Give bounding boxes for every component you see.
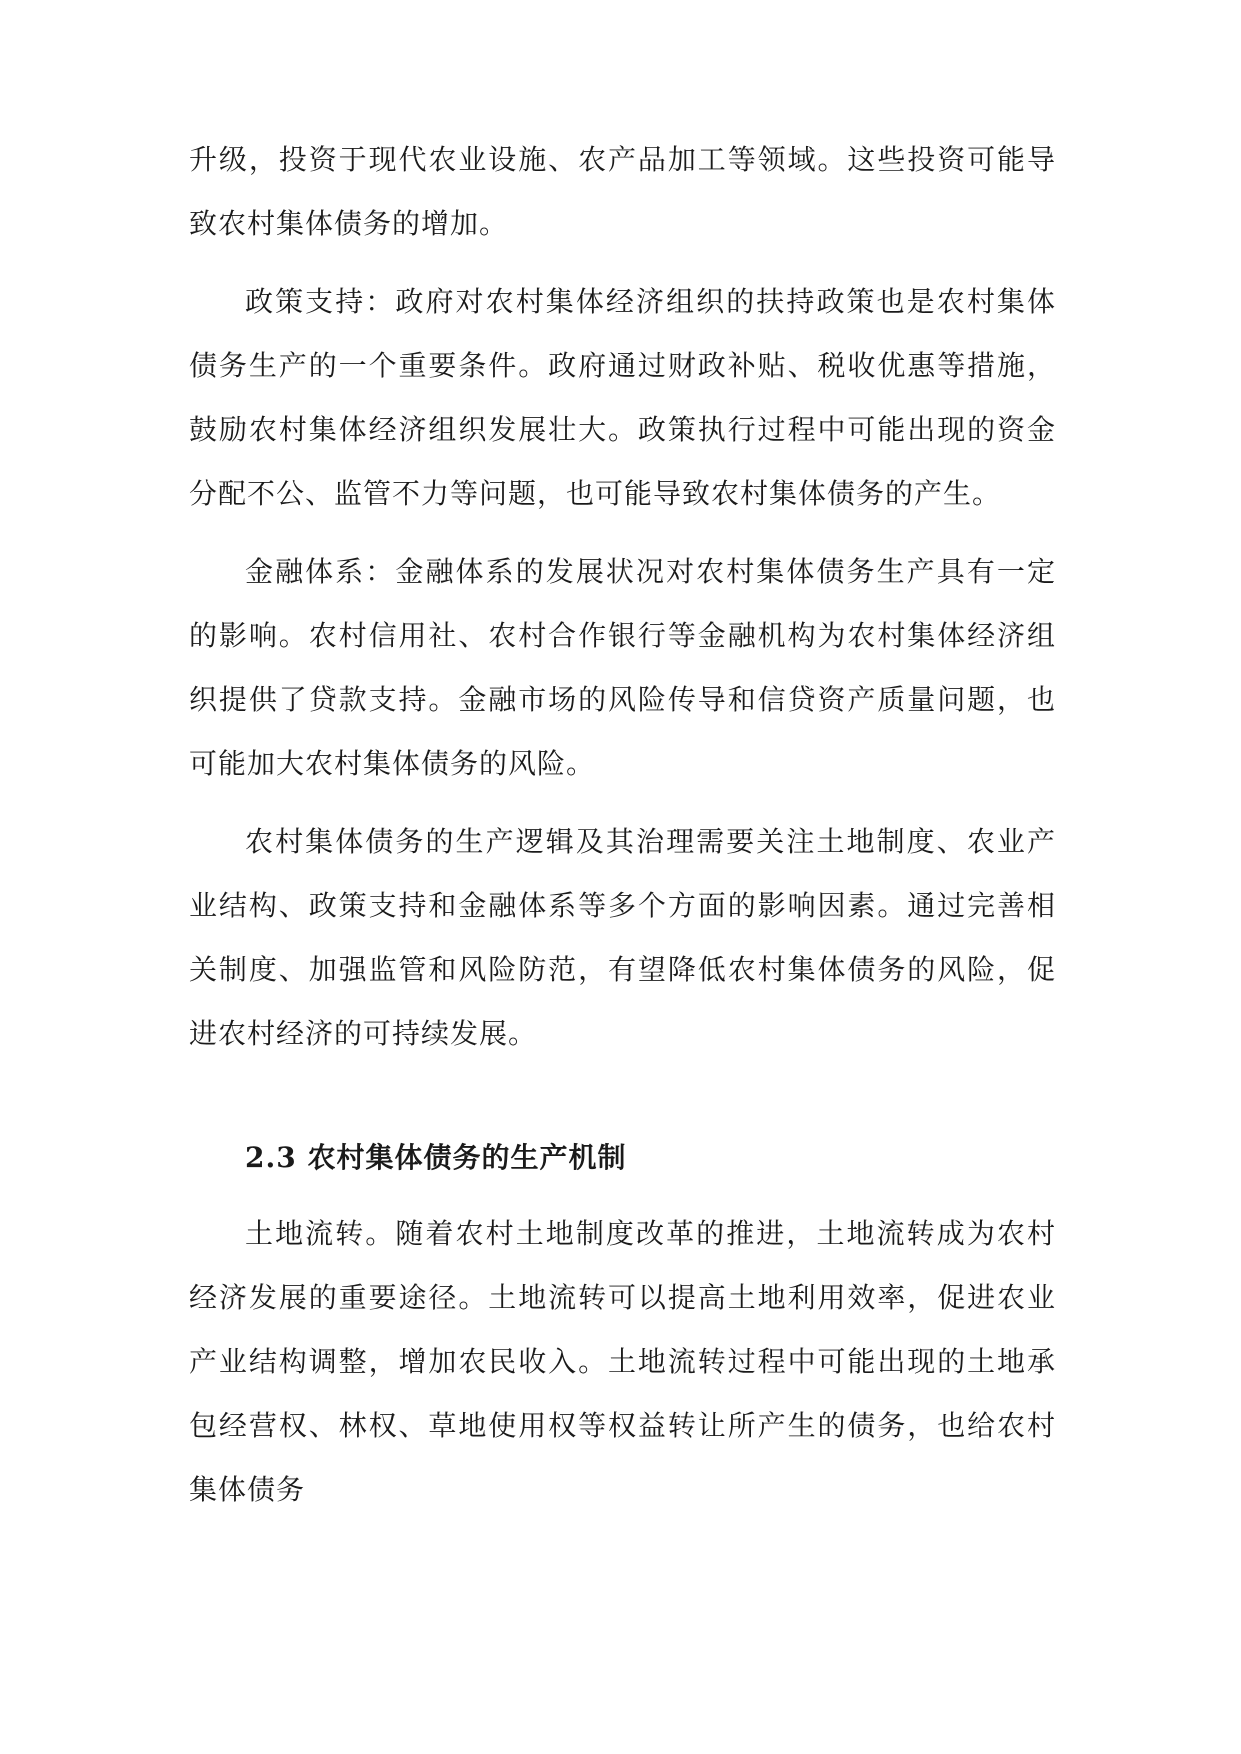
paragraph-financial-system: 金融体系：金融体系的发展状况对农村集体债务生产具有一定的影响。农村信用社、农村合作银行等金融机构为农村集体经济组织提供了贷款支持。金融市场的风险传导和信贷资产质量问题，也可能加大农村集体债务的风险。 [189,555,1056,780]
section-heading: 2.3 农村集体债务的生产机制 [245,1141,627,1174]
paragraph-continuation: 升级，投资于现代农业设施、农产品加工等领域。这些投资可能导致农村集体债务的增加。 [189,143,1056,240]
paragraph-summary: 农村集体债务的生产逻辑及其治理需要关注土地制度、农业产业结构、政策支持和金融体系等多个方面的影响因素。通过完善相关制度、加强监管和风险防范，有望降低农村集体债务的风险，促进农村经济的可持续发展。 [189,825,1056,1050]
document-page [189,128,1056,1522]
paragraph-policy-support: 政策支持：政府对农村集体经济组织的扶持政策也是农村集体债务生产的一个重要条件。政府通过财政补贴、税收优惠等措施，鼓励农村集体经济组织发展壮大。政策执行过程中可能出现的资金分配不公、监管不力等问题，也可能导致农村集体债务的产生。 [189,285,1056,510]
paragraph-land-transfer: 土地流转。随着农村土地制度改革的推进，土地流转成为农村经济发展的重要途径。土地流转可以提高土地利用效率，促进农业产业结构调整，增加农民收入。土地流转过程中可能出现的土地承包经营权、林权、草地使用权等权益转让所产生的债务，也给农村集体债务 [189,1217,1056,1506]
